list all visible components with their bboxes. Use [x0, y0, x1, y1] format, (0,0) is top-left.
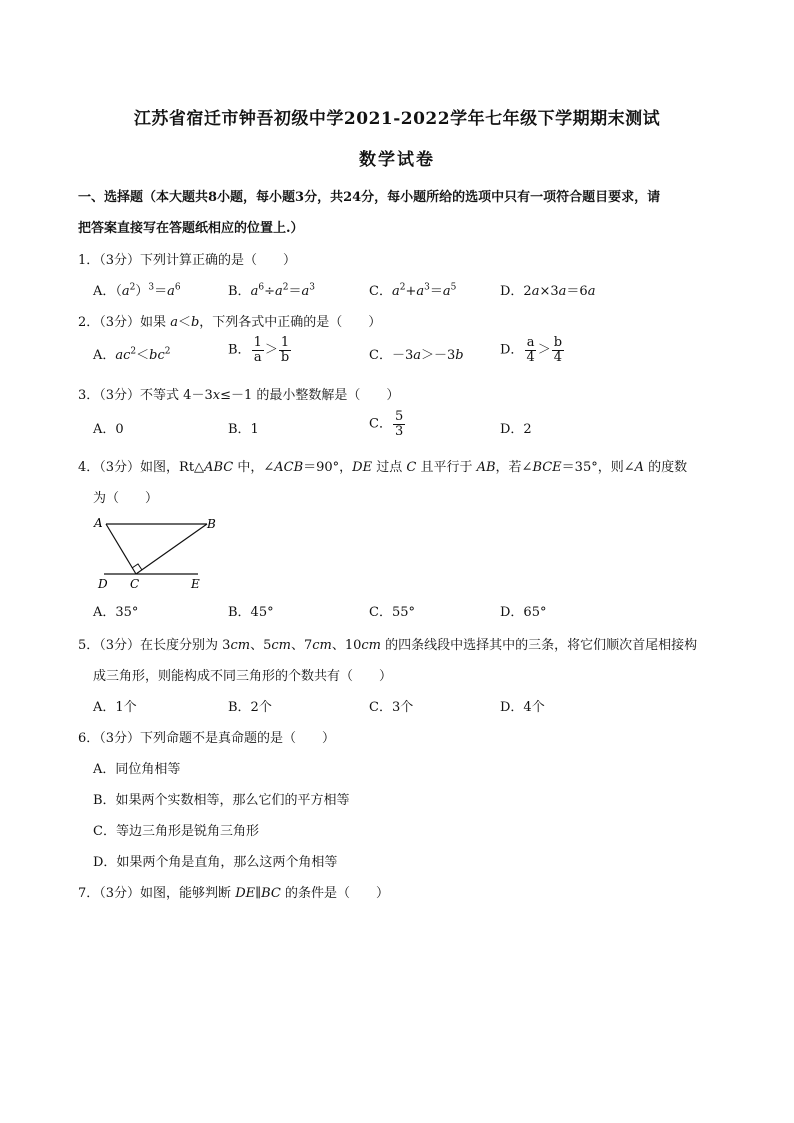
q4-stem-line2: 为（ ）	[93, 491, 159, 506]
q5-stem-line2: 成三角形，则能构成不同三角形的个数共有（ ）	[93, 669, 393, 684]
label-e: E	[191, 577, 200, 591]
q4-option-b: B．45°	[228, 605, 274, 620]
q4-figure	[90, 512, 220, 592]
section-heading-line1: 一、选择题（本大题共8小题，每小题3分，共24分，每小题所给的选项中只有一项符合题目要求，请	[78, 190, 661, 205]
q6-option-d: D．如果两个角是直角，那么这两个角相等	[93, 855, 338, 870]
q5-option-d: D．4个	[500, 700, 545, 715]
q5-option-a: A．1个	[93, 700, 137, 715]
q4-option-d: D．65°	[500, 605, 547, 620]
exam-subtitle: 数学试卷	[359, 150, 435, 170]
q5-stem-line1: 5．（3分）在长度分别为 3cm、5cm、7cm、10cm 的四条线段中选择其中的三条，将它们顺次首尾相接构	[78, 638, 698, 653]
q4-option-a: A．35°	[93, 605, 139, 620]
label-b: B	[207, 517, 216, 531]
q1-option-b: B．$a^6\div a^2=a^3$	[228, 282, 315, 299]
exam-title: 江苏省宿迁市钟吾初级中学2021-2022学年七年级下学期期末测试	[133, 109, 661, 129]
q5-option-b: B．2个	[228, 700, 272, 715]
q7-stem: 7．（3分）如图，能够判断 DE∥BC 的条件是（ ）	[78, 886, 390, 901]
segment-ac	[106, 524, 136, 574]
label-d: D	[98, 577, 108, 591]
q2-option-c: C．－3a＞－3b	[369, 348, 464, 363]
q1-option-c: C．$a^2+a^3=a^5$	[369, 282, 457, 299]
q3-stem: 3．（3分）不等式 4－3x≤－1 的最小整数解是（ ）	[78, 388, 400, 403]
q2-option-b: B． $\frac{1}{a}$ ＞ $\frac{1}{b}$	[228, 335, 290, 365]
label-c: C	[130, 577, 140, 591]
q1-stem: 1．（3分）下列计算正确的是（ ）	[78, 253, 297, 268]
q1-option-a: A．$(a^2)^3=a^6$	[93, 282, 181, 299]
q2-option-a: A．$ac^2<bc^2$	[93, 346, 171, 363]
q2-option-d: D． $\frac{a}{4}$ ＞ $\frac{b}{4}$	[500, 335, 563, 365]
q5-option-c: C．3个	[369, 700, 414, 715]
q2-stem: 2．（3分）如果 a＜b，下列各式中正确的是（ ）	[78, 315, 382, 330]
q6-option-c: C．等边三角形是锐角三角形	[93, 824, 259, 839]
q4-option-c: C．55°	[369, 605, 415, 620]
q3-option-d: D．2	[500, 422, 532, 437]
q4-stem-line1: 4．（3分）如图，Rt△ABC 中，∠ACB＝90°，DE 过点 C 且平行于 AB，若∠BCE＝35°，则∠A 的度数	[78, 460, 688, 475]
q6-option-a: A．同位角相等	[93, 762, 181, 777]
section-heading-line2: 把答案直接写在答题纸相应的位置上.）	[78, 221, 304, 236]
q3-option-c: C． $\frac{5}{3}$	[369, 409, 404, 439]
segment-bc	[136, 524, 207, 574]
q3-option-b: B．1	[228, 422, 259, 437]
q6-stem: 6．（3分）下列命题不是真命题的是（ ）	[78, 731, 336, 746]
q6-option-b: B．如果两个实数相等，那么它们的平方相等	[93, 793, 350, 808]
q1-option-d: D．2a×3a＝6a	[500, 284, 596, 299]
q3-option-a: A．0	[93, 422, 124, 437]
label-a: A	[94, 516, 103, 530]
